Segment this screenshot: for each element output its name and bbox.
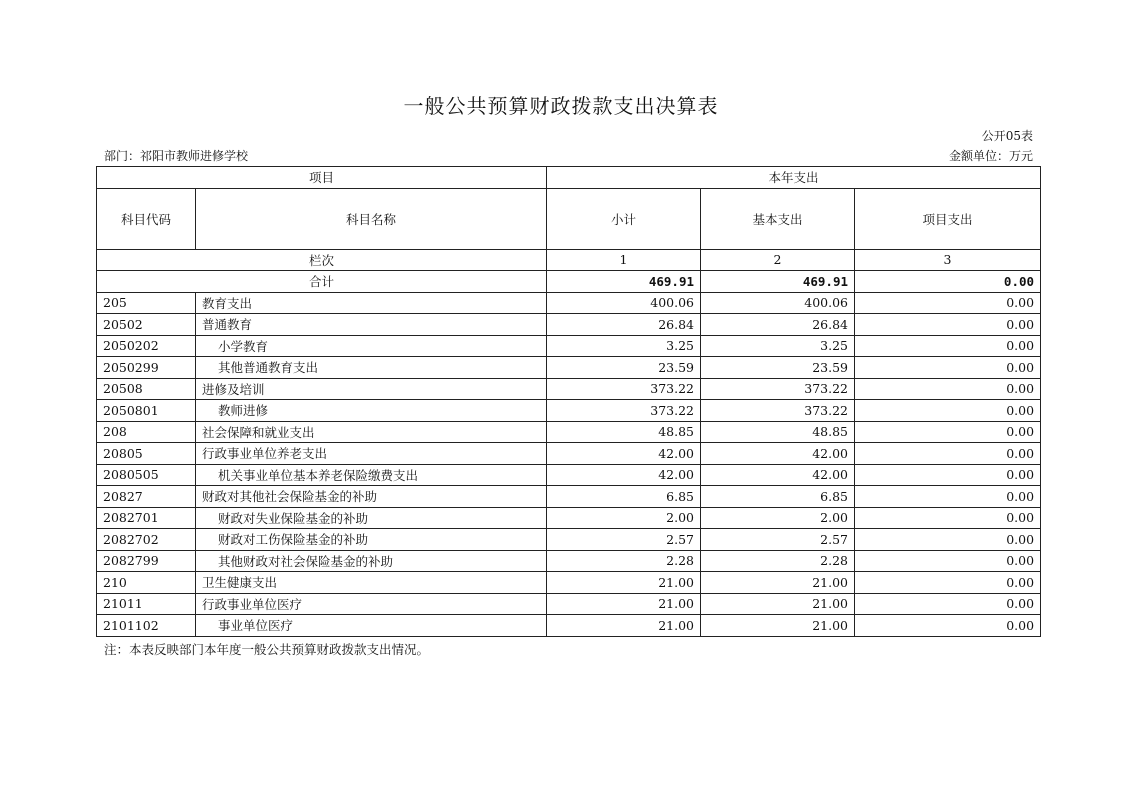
row-basic: 373.22 xyxy=(701,378,855,400)
table-row xyxy=(97,443,1041,465)
row-code: 20805 xyxy=(97,443,196,465)
row-basic: 2.00 xyxy=(701,507,855,529)
table-note: 注：本表反映部门本年度一般公共预算财政拨款支出情况。 xyxy=(104,642,430,657)
row-basic: 21.00 xyxy=(701,593,855,615)
table-row xyxy=(97,593,1041,615)
table-row xyxy=(97,335,1041,357)
row-name: 事业单位医疗 xyxy=(196,615,547,637)
total-label: 合计 xyxy=(97,271,547,293)
column-order-1: 1 xyxy=(547,249,701,271)
row-name: 社会保障和就业支出 xyxy=(196,421,547,443)
column-order-label: 栏次 xyxy=(97,249,547,271)
total-subtotal: 469.91 xyxy=(547,271,701,293)
row-project: 0.00 xyxy=(855,378,1041,400)
row-subtotal: 42.00 xyxy=(547,464,701,486)
row-project: 0.00 xyxy=(855,572,1041,594)
table-row xyxy=(97,357,1041,379)
row-code: 2050801 xyxy=(97,400,196,422)
row-basic: 42.00 xyxy=(701,464,855,486)
total-project: 0.00 xyxy=(855,271,1041,293)
row-basic: 26.84 xyxy=(701,314,855,336)
header-project: 项目支出 xyxy=(855,188,1041,249)
row-project: 0.00 xyxy=(855,335,1041,357)
row-code: 2080505 xyxy=(97,464,196,486)
row-subtotal: 23.59 xyxy=(547,357,701,379)
row-subtotal: 3.25 xyxy=(547,335,701,357)
header-basic: 基本支出 xyxy=(701,188,855,249)
row-basic: 3.25 xyxy=(701,335,855,357)
row-subtotal: 2.28 xyxy=(547,550,701,572)
row-subtotal: 400.06 xyxy=(547,292,701,314)
row-project: 0.00 xyxy=(855,550,1041,572)
table-row xyxy=(97,507,1041,529)
table-row xyxy=(97,314,1041,336)
row-name: 教师进修 xyxy=(196,400,547,422)
row-name: 财政对工伤保险基金的补助 xyxy=(196,529,547,551)
table-row xyxy=(97,572,1041,594)
row-basic: 2.28 xyxy=(701,550,855,572)
row-basic: 400.06 xyxy=(701,292,855,314)
row-subtotal: 26.84 xyxy=(547,314,701,336)
row-code: 2101102 xyxy=(97,615,196,637)
row-subtotal: 2.00 xyxy=(547,507,701,529)
row-basic: 6.85 xyxy=(701,486,855,508)
row-name: 其他普通教育支出 xyxy=(196,357,547,379)
column-order-row xyxy=(97,249,1041,271)
row-name: 财政对其他社会保险基金的补助 xyxy=(196,486,547,508)
row-project: 0.00 xyxy=(855,464,1041,486)
row-subtotal: 373.22 xyxy=(547,378,701,400)
form-number: 公开05表 xyxy=(981,129,1033,143)
row-code: 21011 xyxy=(97,593,196,615)
row-name: 普通教育 xyxy=(196,314,547,336)
amount-unit-label: 金额单位：万元 xyxy=(948,149,1033,163)
table-row xyxy=(97,400,1041,422)
row-code: 208 xyxy=(97,421,196,443)
page-title: 一般公共预算财政拨款支出决算表 xyxy=(403,94,719,118)
row-name: 行政事业单位医疗 xyxy=(196,593,547,615)
row-project: 0.00 xyxy=(855,486,1041,508)
row-project: 0.00 xyxy=(855,400,1041,422)
row-basic: 23.59 xyxy=(701,357,855,379)
table-row xyxy=(97,486,1041,508)
row-project: 0.00 xyxy=(855,593,1041,615)
expenditure-table xyxy=(96,166,1041,637)
row-name: 卫生健康支出 xyxy=(196,572,547,594)
row-code: 210 xyxy=(97,572,196,594)
row-name: 小学教育 xyxy=(196,335,547,357)
row-project: 0.00 xyxy=(855,421,1041,443)
row-subtotal: 21.00 xyxy=(547,572,701,594)
row-project: 0.00 xyxy=(855,443,1041,465)
row-project: 0.00 xyxy=(855,507,1041,529)
table-row xyxy=(97,292,1041,314)
row-code: 20502 xyxy=(97,314,196,336)
row-subtotal: 6.85 xyxy=(547,486,701,508)
row-name: 行政事业单位养老支出 xyxy=(196,443,547,465)
row-project: 0.00 xyxy=(855,615,1041,637)
row-code: 20508 xyxy=(97,378,196,400)
table-row xyxy=(97,464,1041,486)
department-label: 部门：祁阳市教师进修学校 xyxy=(104,149,249,163)
header-name: 科目名称 xyxy=(196,188,547,249)
row-subtotal: 373.22 xyxy=(547,400,701,422)
row-code: 2082799 xyxy=(97,550,196,572)
row-code: 2050299 xyxy=(97,357,196,379)
column-order-3: 3 xyxy=(855,249,1041,271)
header-subtotal: 小计 xyxy=(547,188,701,249)
column-order-2: 2 xyxy=(701,249,855,271)
row-project: 0.00 xyxy=(855,529,1041,551)
total-basic: 469.91 xyxy=(701,271,855,293)
row-project: 0.00 xyxy=(855,292,1041,314)
table-row xyxy=(97,615,1041,637)
table-row xyxy=(97,529,1041,551)
row-basic: 48.85 xyxy=(701,421,855,443)
row-basic: 21.00 xyxy=(701,615,855,637)
row-code: 20827 xyxy=(97,486,196,508)
row-subtotal: 48.85 xyxy=(547,421,701,443)
row-code: 2050202 xyxy=(97,335,196,357)
header-current-year: 本年支出 xyxy=(547,167,1041,189)
row-project: 0.00 xyxy=(855,314,1041,336)
row-subtotal: 21.00 xyxy=(547,615,701,637)
total-row xyxy=(97,271,1041,293)
row-subtotal: 2.57 xyxy=(547,529,701,551)
header-code: 科目代码 xyxy=(97,188,196,249)
table-row xyxy=(97,550,1041,572)
row-basic: 42.00 xyxy=(701,443,855,465)
row-basic: 2.57 xyxy=(701,529,855,551)
row-subtotal: 21.00 xyxy=(547,593,701,615)
row-basic: 21.00 xyxy=(701,572,855,594)
table-row xyxy=(97,378,1041,400)
row-subtotal: 42.00 xyxy=(547,443,701,465)
row-name: 教育支出 xyxy=(196,292,547,314)
row-name: 其他财政对社会保险基金的补助 xyxy=(196,550,547,572)
row-code: 2082702 xyxy=(97,529,196,551)
row-name: 财政对失业保险基金的补助 xyxy=(196,507,547,529)
header-row-1 xyxy=(97,167,1041,189)
row-name: 机关事业单位基本养老保险缴费支出 xyxy=(196,464,547,486)
row-basic: 373.22 xyxy=(701,400,855,422)
table-row xyxy=(97,421,1041,443)
row-project: 0.00 xyxy=(855,357,1041,379)
header-row-2 xyxy=(97,188,1041,249)
header-item: 项目 xyxy=(97,167,547,189)
row-code: 205 xyxy=(97,292,196,314)
row-code: 2082701 xyxy=(97,507,196,529)
row-name: 进修及培训 xyxy=(196,378,547,400)
